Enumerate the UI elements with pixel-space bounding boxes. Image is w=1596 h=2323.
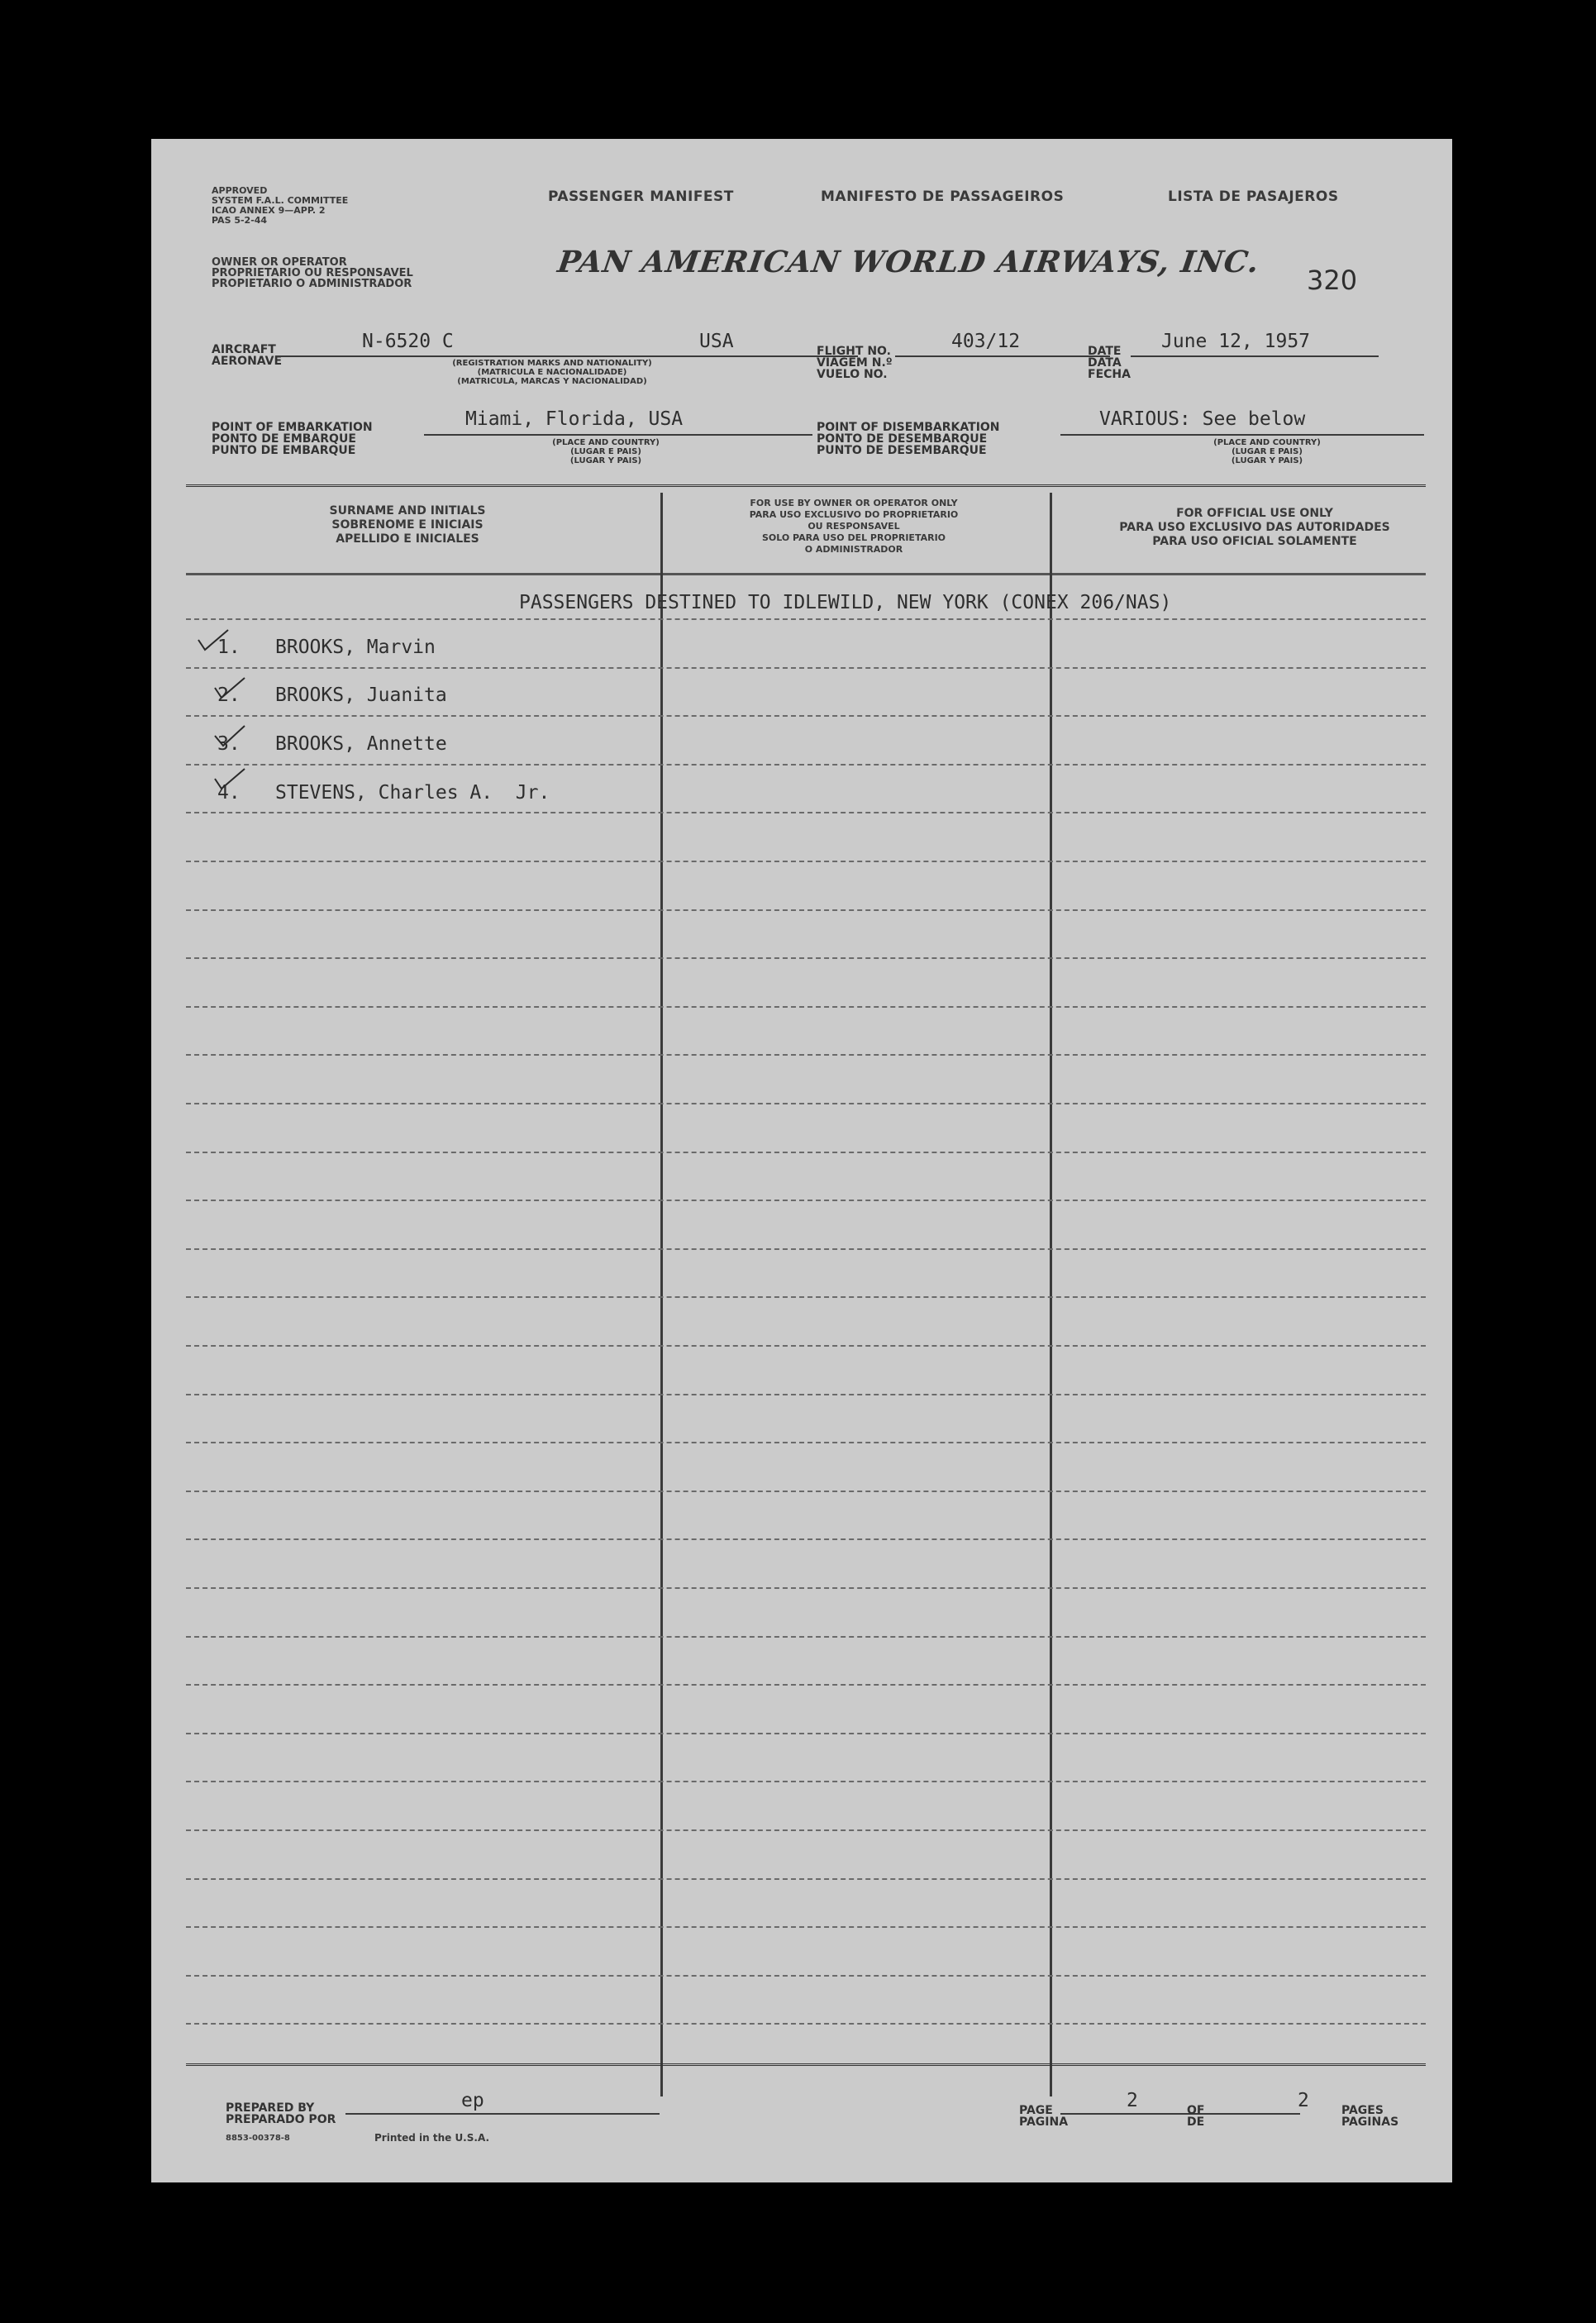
passenger-number: 2.: [217, 684, 241, 706]
flight-labels: [817, 346, 893, 380]
aircraft-sublabel: (MATRICULA E NACIONALIDADE): [477, 368, 627, 377]
row-rule: [186, 1733, 1426, 1734]
table-top-rule: [186, 484, 1426, 487]
row-rule: [186, 957, 1426, 959]
row-rule: [186, 1491, 1426, 1492]
of-label: DE: [1187, 2116, 1205, 2129]
prepared-line: [345, 2095, 660, 2115]
column-header-line: SOLO PARA USO DEL PROPRIETARIO: [761, 532, 946, 543]
column-header-line: FOR OFFICIAL USE ONLY: [1176, 507, 1333, 520]
approval-line: APPROVED: [212, 185, 268, 196]
page-value: 2: [1127, 2090, 1138, 2111]
approval-line: ICAO ANNEX 9—APP. 2: [212, 205, 326, 216]
passenger-number: 1.: [217, 637, 241, 658]
column-header-surname: [267, 504, 548, 546]
row-rule: [186, 1296, 1426, 1298]
embarkation-label: PUNTO DE EMBARQUE: [212, 444, 356, 457]
of-label: OF: [1187, 2104, 1205, 2117]
row-rule: [186, 1103, 1426, 1104]
aircraft-sublabel: (MATRICULA, MARCAS Y NACIONALIDAD): [457, 377, 647, 386]
aircraft-registration: N-6520 C: [362, 331, 454, 352]
owner-label: OWNER OR OPERATOR: [212, 256, 347, 269]
row-rule: [186, 1975, 1426, 1977]
passenger-number: 4.: [217, 782, 241, 804]
row-rule: [186, 1636, 1426, 1638]
page-label: PAGINA: [1019, 2116, 1069, 2129]
row-rule: [186, 715, 1426, 717]
row-rule: [186, 2023, 1426, 2025]
check-mark-icon: [213, 676, 246, 701]
row-rule: [186, 1587, 1426, 1589]
row-rule: [186, 861, 1426, 862]
pages-labels: [1341, 2105, 1398, 2128]
aircraft-label: AIRCRAFT: [212, 343, 276, 356]
row-rule: [186, 1054, 1426, 1056]
flight-label: VUELO NO.: [817, 368, 888, 381]
date-label: DATA: [1088, 356, 1122, 370]
prepared-by: ep: [461, 2090, 484, 2111]
destination-note: PASSENGERS DESTINED TO IDLEWILD, NEW YORK (CONEX 206/NAS): [519, 592, 1172, 613]
owner-labels: [212, 257, 413, 289]
aircraft-labels: [212, 344, 282, 367]
flight-date: June 12, 1957: [1161, 331, 1311, 352]
of-labels: [1187, 2105, 1204, 2128]
column-divider: [660, 493, 663, 2096]
row-rule: [186, 764, 1426, 766]
row-rule: [186, 1829, 1426, 1831]
row-rule: [186, 1345, 1426, 1347]
disembarkation-label: PONTO DE DESEMBARQUE: [817, 432, 988, 446]
page-label: PAGE: [1019, 2104, 1053, 2117]
date-labels: [1088, 346, 1131, 380]
disembarkation-labels: [817, 422, 1000, 456]
total-pages-value: 2: [1298, 2090, 1309, 2111]
aircraft-sublabels: [366, 359, 738, 386]
check-mark-icon: [213, 767, 246, 792]
pages-label: PAGINAS: [1341, 2116, 1399, 2129]
column-header-line: PARA USO EXCLUSIVO DAS AUTORIDADES: [1119, 521, 1390, 534]
column-header-line: PARA USO OFICIAL SOLAMENTE: [1152, 535, 1357, 548]
title-english: PASSENGER MANIFEST: [548, 188, 734, 205]
place-sublabel: (LUGAR E PAIS): [1232, 447, 1303, 456]
row-rule: [186, 1538, 1426, 1540]
approval-block: [212, 186, 348, 226]
approval-line: SYSTEM F.A.L. COMMITTEE: [212, 195, 349, 206]
disembarkation-label: PUNTO DE DESEMBARQUE: [817, 444, 987, 457]
check-mark-icon: [213, 724, 246, 749]
passenger-name: BROOKS, Marvin: [275, 637, 436, 658]
page-number-stamp: 320: [1307, 265, 1358, 296]
date-label: DATE: [1088, 345, 1122, 358]
passenger-number: 3.: [217, 733, 241, 755]
passenger-name: BROOKS, Annette: [275, 733, 447, 755]
row-rule: [186, 1248, 1426, 1250]
form-number: 8853-00378-8: [226, 2134, 290, 2143]
header-bottom-rule: [186, 573, 1426, 575]
place-sublabel: (LUGAR E PAIS): [570, 447, 641, 456]
row-rule: [186, 812, 1426, 813]
passenger-name: STEVENS, Charles A. Jr.: [275, 782, 550, 804]
column-header-line: OU RESPONSAVEL: [808, 521, 900, 532]
column-header-line: APELLIDO E INICIALES: [336, 532, 479, 546]
flight-label: VIAGEM N.º: [817, 356, 893, 370]
row-rule: [186, 909, 1426, 911]
row-rule: [186, 1394, 1426, 1395]
row-rule: [186, 1878, 1426, 1880]
row-rule: [186, 618, 1426, 620]
pages-label: PAGES: [1341, 2104, 1384, 2117]
title-portuguese: MANIFESTO DE PASSAGEIROS: [821, 188, 1065, 205]
owner-label: PROPIETARIO O ADMINISTRADOR: [212, 278, 412, 290]
check-mark-icon: [197, 628, 230, 653]
column-header-line: FOR USE BY OWNER OR OPERATOR ONLY: [750, 498, 958, 508]
row-rule: [186, 1442, 1426, 1443]
embarkation-sublabels: [482, 438, 730, 465]
prepared-labels: [226, 2102, 336, 2125]
column-header-line: PARA USO EXCLUSIVO DO PROPRIETARIO: [749, 509, 959, 520]
manifest-page: [151, 139, 1452, 2182]
aircraft-label: AERONAVE: [212, 355, 283, 368]
flight-number: 403/12: [951, 331, 1021, 352]
column-divider: [1050, 493, 1052, 2096]
aircraft-sublabel: (REGISTRATION MARKS AND NATIONALITY): [452, 359, 652, 368]
owner-label: PROPRIETARIO OU RESPONSAVEL: [212, 267, 413, 279]
place-sublabel: (LUGAR Y PAIS): [569, 456, 642, 465]
aircraft-nationality: USA: [699, 331, 734, 352]
place-sublabel: (PLACE AND COUNTRY): [1213, 438, 1321, 447]
column-header-owner: [680, 498, 1027, 556]
place-sublabel: (LUGAR Y PAIS): [1231, 456, 1303, 465]
prepared-label: PREPARADO POR: [226, 2113, 336, 2126]
disembarkation-place: VARIOUS: See below: [1099, 408, 1306, 430]
row-rule: [186, 1781, 1426, 1782]
column-header-line: SURNAME AND INITIALS: [329, 504, 486, 518]
table-bottom-rule: [186, 2063, 1426, 2066]
row-rule: [186, 1926, 1426, 1928]
row-rule: [186, 1200, 1426, 1201]
flight-label: FLIGHT NO.: [817, 345, 891, 358]
place-sublabel: (PLACE AND COUNTRY): [552, 438, 660, 447]
row-rule: [186, 667, 1426, 669]
carrier-name: PAN AMERICAN WORLD AIRWAYS, INC.: [555, 245, 1262, 279]
title-spanish: LISTA DE PASAJEROS: [1168, 188, 1339, 205]
row-rule: [186, 1152, 1426, 1153]
embarkation-label: POINT OF EMBARKATION: [212, 421, 373, 434]
row-rule: [186, 1006, 1426, 1008]
page-line: [1060, 2095, 1300, 2115]
column-header-line: O ADMINISTRADOR: [804, 544, 903, 555]
embarkation-label: PONTO DE EMBARQUE: [212, 432, 356, 446]
disembarkation-label: POINT OF DISEMBARKATION: [817, 421, 1000, 434]
row-rule: [186, 1684, 1426, 1686]
approval-line: PAS 5-2-44: [212, 215, 268, 226]
disembarkation-sublabels: [1143, 438, 1391, 465]
column-header-official: [1089, 507, 1420, 549]
embarkation-labels: [212, 422, 373, 456]
printed-note: Printed in the U.S.A.: [374, 2132, 490, 2144]
passenger-name: BROOKS, Juanita: [275, 684, 447, 706]
column-header-line: SOBRENOME E INICIAIS: [331, 518, 484, 532]
embarkation-place: Miami, Florida, USA: [465, 408, 684, 430]
date-label: FECHA: [1088, 368, 1131, 381]
prepared-label: PREPARED BY: [226, 2101, 315, 2115]
